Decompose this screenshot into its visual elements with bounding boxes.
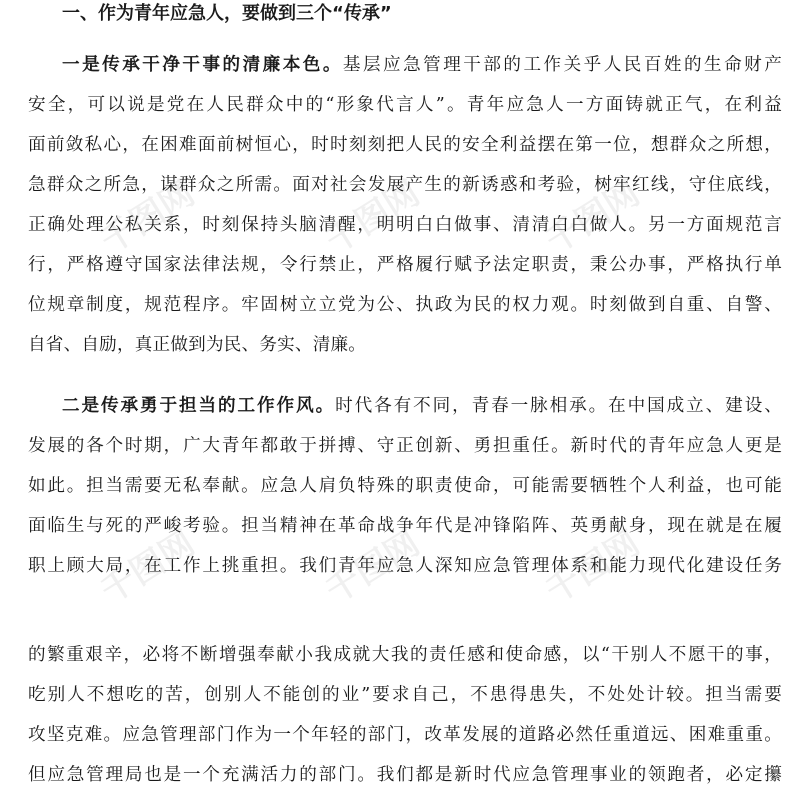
paragraph-text: 基层应急管理干部的工作关乎人民百姓的生命财产	[342, 55, 782, 75]
paragraph-line: 自省、自励，真正做到为民、务实、清廉。	[28, 335, 367, 355]
paragraph-line: 急群众之所急，谋群众之所需。面对社会发展产生的新诱惑和考验，树牢红线，守住底线，	[28, 175, 782, 195]
paragraph-line: 面前敛私心，在困难面前树恒心，时时刻刻把人民的安全利益摆在第一位，想群众之所想，	[28, 135, 782, 155]
section-heading: 一、作为青年应急人，要做到三个“传承”	[62, 3, 392, 24]
watermark-text: 千图网	[319, 523, 427, 612]
paragraph-line: 吃别人不想吃的苦，创别人不能创的业”要求自己，不患得患失，不处处计较。担当需要	[28, 685, 782, 705]
watermark-text: 千图网	[94, 173, 202, 262]
watermark-text: 千图网	[319, 173, 427, 262]
paragraph-lead: 一是传承干净干事的清廉本色。	[62, 55, 343, 75]
paragraph-line: 职上顾大局，在工作上挑重担。我们青年应急人深知应急管理体系和能力现代化建设任务	[28, 556, 782, 576]
paragraph-line: 发展的各个时期，广大青年都敢于拼搏、守正创新、勇担重任。新时代的青年应急人更是	[28, 436, 782, 456]
watermark-text: 千图网	[539, 173, 647, 262]
watermark-text: 千图网	[539, 523, 647, 612]
watermark-text: 千图网	[94, 523, 202, 612]
paragraph-line: 位规章制度，规范程序。牢固树立立党为公、执政为民的权力观。时刻做到自重、自警、	[28, 295, 782, 315]
paragraph-line	[62, 53, 782, 79]
paragraph-line: 但应急管理局也是一个充满活力的部门。我们都是新时代应急管理事业的领跑者，必定攥	[28, 765, 782, 785]
paragraph-lead: 二是传承勇于担当的工作作风。	[62, 396, 336, 416]
paragraph-line: 行，严格遵守国家法律法规，令行禁止，严格履行赋予法定职责，秉公办事，严格执行单	[28, 255, 782, 275]
paragraph-line: 如此。担当需要无私奉献。应急人肩负特殊的职责使命，可能需要牺牲个人利益，也可能	[28, 476, 782, 496]
paragraph-line	[62, 394, 782, 420]
paragraph-line: 安全，可以说是党在人民群众中的“形象代言人”。青年应急人一方面铸就正气，在利益	[28, 95, 782, 115]
paragraph-line: 面临生与死的严峻考验。担当精神在革命战争年代是冲锋陷阵、英勇献身，现在就是在履	[28, 516, 782, 536]
paragraph-line: 攻坚克难。应急管理部门作为一个年轻的部门，改革发展的道路必然任重道远、困难重重。	[28, 725, 782, 745]
paragraph-line: 的繁重艰辛，必将不断增强奉献小我成就大我的责任感和使命感，以“干别人不愿干的事，	[28, 645, 782, 665]
paragraph-line: 正确处理公私关系，时刻保持头脑清醒，明明白白做事、清清白白做人。另一方面规范言	[28, 215, 782, 235]
paragraph-text: 时代各有不同，青春一脉相承。在中国成立、建设、	[335, 396, 782, 416]
